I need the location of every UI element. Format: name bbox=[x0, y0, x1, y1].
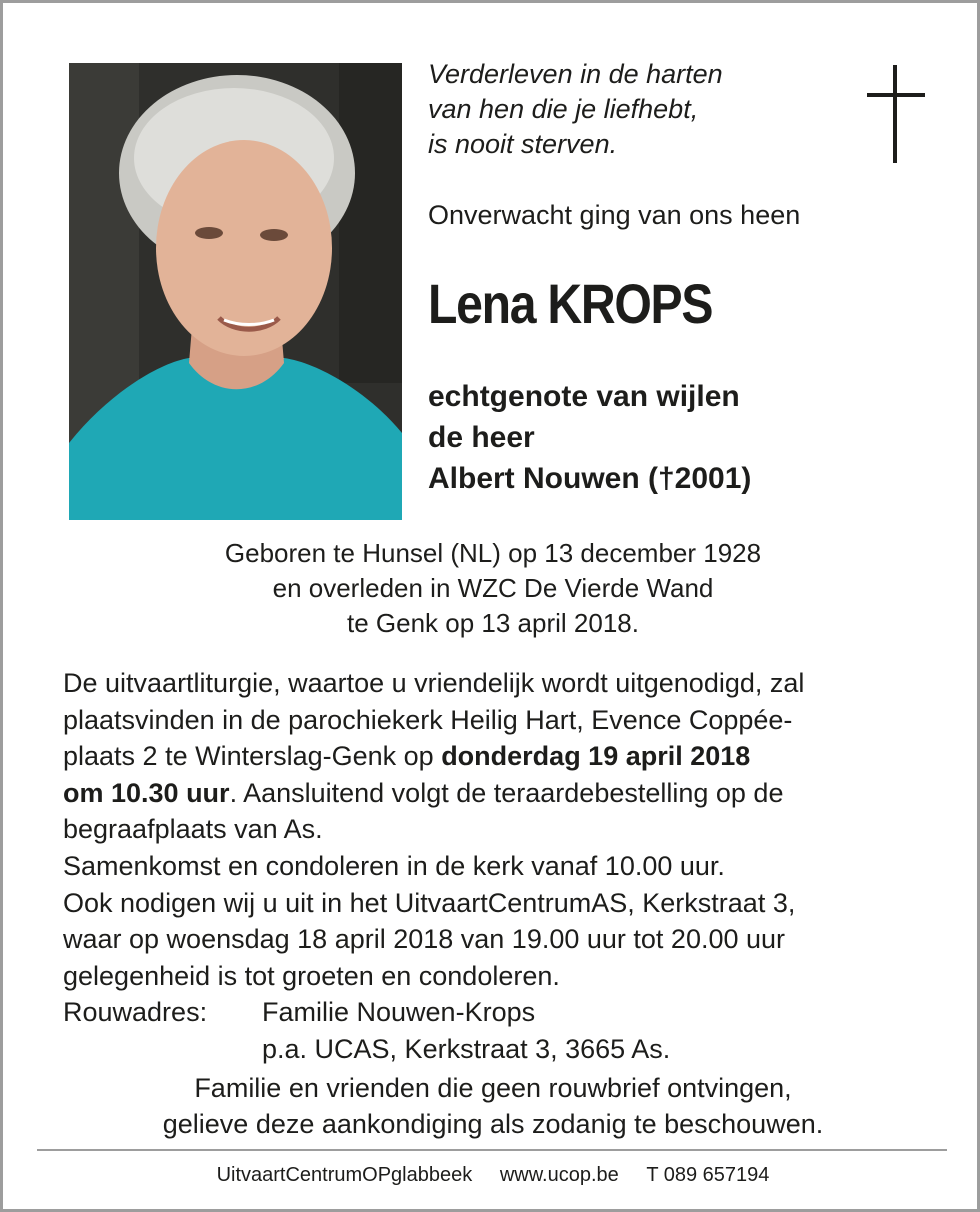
address-line bbox=[63, 994, 943, 1031]
spouse-line: Albert Nouwen (†2001) bbox=[428, 462, 752, 495]
closing-line: Familie en vrienden die geen rouwbrief ontvingen, bbox=[194, 1073, 792, 1103]
latin-cross-icon bbox=[867, 65, 925, 163]
spouse-info bbox=[428, 376, 751, 499]
birth-death-line: Geboren te Hunsel (NL) op 13 december 1928 bbox=[224, 538, 762, 568]
ceremony-line: De uitvaartliturgie, waartoe u vriendelijk wordt uitgenodigd, zal bbox=[63, 668, 805, 698]
portrait-illustration bbox=[69, 63, 402, 520]
deceased-name: Lena KROPS bbox=[428, 272, 713, 335]
ceremony-date: donderdag 19 april 2018 bbox=[441, 741, 751, 772]
ceremony-text: plaats 2 te Winterslag-Genk op bbox=[63, 741, 442, 772]
portrait-photo bbox=[69, 63, 402, 520]
ceremony-line: gelegenheid is tot groeten en condoleren. bbox=[63, 960, 560, 991]
ceremony-line: begraafplaats van As. bbox=[63, 814, 323, 845]
ceremony-line: waar op woensdag 18 april 2018 van 19.00 uur tot 20.00 uur bbox=[63, 924, 786, 955]
footer-divider bbox=[37, 1149, 947, 1151]
ceremony-time: om 10.30 uur bbox=[63, 777, 230, 808]
funeral-details bbox=[63, 665, 943, 1068]
ceremony-line: Samenkomst en condoleren in de kerk vanaf 10.00 uur. bbox=[63, 850, 725, 881]
ceremony-line: plaatsvinden in de parochiekerk Heilig Hart, Evence Coppée- bbox=[63, 704, 793, 735]
ceremony-line bbox=[63, 738, 943, 775]
ceremony-line: Ook nodigen wij u uit in het UitvaartCentrumAS, Kerkstraat 3, bbox=[63, 887, 796, 918]
spouse-line: de heer bbox=[428, 421, 535, 454]
footer bbox=[3, 1161, 980, 1189]
verse-line: van hen die je liefhebt, bbox=[428, 94, 699, 124]
funeral-home-phone: T 089 657194 bbox=[646, 1164, 770, 1186]
address-name: Familie Nouwen-Krops bbox=[262, 997, 536, 1028]
memorial-verse bbox=[428, 57, 723, 162]
birth-death-line: en overleden in WZC De Vierde Wand bbox=[272, 573, 714, 603]
ceremony-line bbox=[63, 775, 943, 812]
verse-line: is nooit sterven. bbox=[428, 129, 618, 159]
address-label: Rouwadres: bbox=[63, 997, 208, 1028]
funeral-home-name: UitvaartCentrumOPglabbeek bbox=[216, 1164, 473, 1186]
verse-line: Verderleven in de harten bbox=[428, 59, 723, 89]
closing-note bbox=[3, 1070, 980, 1142]
funeral-home-website: www.ucop.be bbox=[499, 1164, 619, 1186]
address-street: p.a. UCAS, Kerkstraat 3, 3665 As. bbox=[262, 1033, 671, 1064]
ceremony-text: . Aansluitend volgt de teraardebestelling op de bbox=[229, 777, 784, 808]
birth-death-line: te Genk op 13 april 2018. bbox=[347, 608, 639, 638]
closing-line: gelieve deze aankondiging als zodanig te beschouwen. bbox=[162, 1109, 824, 1139]
birth-death-details bbox=[3, 536, 980, 641]
spouse-line: echtgenote van wijlen bbox=[428, 380, 740, 413]
intro-text: Onverwacht ging van ons heen bbox=[428, 200, 801, 230]
